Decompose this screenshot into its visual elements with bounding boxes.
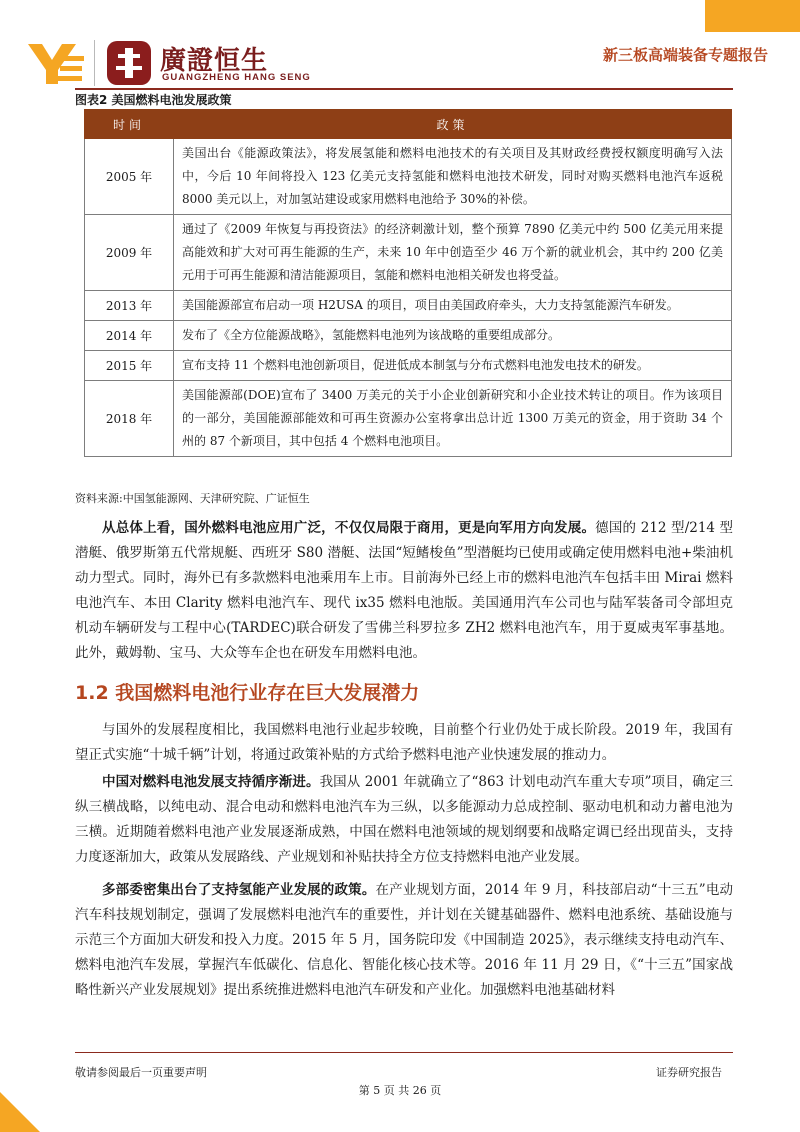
- row-policy: 发布了《全方位能源战略》，氢能燃料电池列为该战略的重要组成部分。: [174, 321, 732, 351]
- row-year: 2013 年: [85, 291, 174, 321]
- paragraph-support: [75, 770, 733, 870]
- footer-disclaimer: 敬请参阅最后一页重要声明: [75, 1066, 207, 1079]
- table-source: 资料来源:中国氢能源网、天津研究院、广证恒生: [75, 492, 310, 505]
- row-policy: 宣布支持 11 个燃料电池创新项目，促进低成本制氢与分布式燃料电池发电技术的研发。: [174, 351, 732, 381]
- paragraph-intro: [75, 718, 733, 768]
- row-year: 2018 年: [85, 381, 174, 457]
- paragraph-policy: [75, 878, 733, 1003]
- logo-divider: [94, 40, 95, 86]
- column-header-year: 时间: [85, 110, 174, 139]
- report-title: 新三板高端装备专题报告: [602, 46, 768, 64]
- table-row: [85, 351, 732, 381]
- row-year: 2009 年: [85, 215, 174, 291]
- row-policy: 通过了《2009 年恢复与再投资法》的经济刺激计划，整个预算 7890 亿美元中约 500 亿美元用来提高能效和扩大对可再生能源的生产，未来 10 年中创造至少 46 万个新的就业机会，其中约 200 亿美元用于可再生能源和清洁能源项目，氢能和燃料电池相关研发也将受益。: [174, 215, 732, 291]
- table-header-row: [85, 110, 732, 139]
- table-row: [85, 215, 732, 291]
- footer-report-type: 证券研究报告: [656, 1066, 722, 1079]
- ye-logo-icon: [28, 42, 84, 86]
- table-row: [85, 291, 732, 321]
- row-year: 2005 年: [85, 139, 174, 215]
- paragraph-text: 在产业规划方面，2014 年 9 月，科技部启动“十三五”电动汽车科技规划制定，强调了发展燃料电池汽车的重要性，并计划在关键基础器件、燃料电池系统、基础设施与示范三个方面加大研发和投入力度。2015 年 5 月，国务院印发《中国制造 2025》，表示继续支持电动汽车、燃料电池汽车发展，掌握汽车低碳化、信息化、智能化核心技术等。2016 年 11 月 29 日，《“十三五”国家战略性新兴产业发展规划》提出系统推进燃料电池汽车研发和产业化。加强燃料电池基础材料: [75, 882, 733, 998]
- corner-decoration-bottom: [0, 1092, 40, 1132]
- row-policy: 美国能源部宣布启动一项 H2USA 的项目，项目由美国政府牵头，大力支持氢能源汽车研发。: [174, 291, 732, 321]
- seal-logo-icon: [106, 40, 152, 86]
- company-name-en: GUANGZHENG HANG SENG: [162, 72, 311, 83]
- page-number: 第 5 页 共 26 页: [358, 1084, 442, 1097]
- table-caption: 图表2 美国燃料电池发展政策: [75, 93, 232, 107]
- paragraph-text: 德国的 212 型/214 型潜艇、俄罗斯第五代常规艇、西班牙 S80 潜艇、法国“短鳍梭鱼”型潜艇均已使用或确定使用燃料电池+柴油机动力型式。同时，海外已有多款燃料电池乘用车上市。目前海外已经上市的燃料电池汽车包括丰田 Mirai 燃料电池汽车、本田 Clarity 燃料电池汽车、现代 ix35 燃料电池版。美国通用汽车公司也与陆军装备司令部坦克机动车辆研发与工程中心(TARDEC)联合研发了雪佛兰科罗拉多 ZH2 燃料电池汽车，用于夏威夷军事基地。此外，戴姆勒、宝马、大众等车企也在研发车用燃料电池。: [75, 520, 734, 661]
- table-row: [85, 381, 732, 457]
- section-heading: 1.2 我国燃料电池行业存在巨大发展潜力: [75, 682, 420, 704]
- row-policy: 美国能源部(DOE)宣布了 3400 万美元的关于小企业创新研究和小企业技术转让的项目。作为该项目的一部分，美国能源部能效和可再生资源办公室将拿出总计近 1300 万美元的资金，用于资助 34 个州的 87 个新项目，其中包括 4 个燃料电池项目。: [174, 381, 732, 457]
- company-name: 廣證恒生: [160, 46, 269, 76]
- policy-table: [84, 109, 732, 457]
- footer-divider: [75, 1052, 733, 1053]
- paragraph-text: 与国外的发展程度相比，我国燃料电池行业起步较晚，目前整个行业仍处于成长阶段。2019 年，我国有望正式实施“十城千辆”计划，将通过政策补贴的方式给予燃料电池产业快速发展的推动力。: [75, 722, 733, 763]
- header-divider: [75, 88, 733, 90]
- row-year: 2014 年: [85, 321, 174, 351]
- column-header-policy: 政策: [174, 110, 732, 139]
- paragraph-lead: 多部委密集出台了支持氢能产业发展的政策。: [102, 882, 376, 898]
- paragraph-lead: 中国对燃料电池发展支持循序渐进。: [102, 774, 320, 790]
- paragraph-overseas: [75, 516, 733, 666]
- paragraph-lead: 从总体上看，国外燃料电池应用广泛，不仅仅局限于商用，更是向军用方向发展。: [102, 520, 596, 536]
- table-row: [85, 321, 732, 351]
- row-year: 2015 年: [85, 351, 174, 381]
- row-policy: 美国出台《能源政策法》，将发展氢能和燃料电池技术的有关项目及其财政经费授权额度明确写入法中，今后 10 年间将投入 123 亿美元支持氢能和燃料电池技术研发，同时对购买燃料电池汽车返税 8000 美元以上，对加氢站建设或家用燃料电池给予 30%的补偿。: [174, 139, 732, 215]
- page-header: [28, 38, 772, 90]
- corner-decoration: [705, 0, 800, 32]
- table-row: [85, 139, 732, 215]
- paragraph-text: 我国从 2001 年就确立了“863 计划电动汽车重大专项”项目，确定三纵三横战略，以纯电动、混合电动和燃料电池汽车为三纵，以多能源动力总成控制、驱动电机和动力蓄电池为三横。近期随着燃料电池产业发展逐渐成熟，中国在燃料电池领域的规划纲要和战略定调已经出现苗头，支持力度逐渐加大，政策从发展路线、产业规划和补贴扶持全方位支持燃料电池产业发展。: [75, 774, 733, 865]
